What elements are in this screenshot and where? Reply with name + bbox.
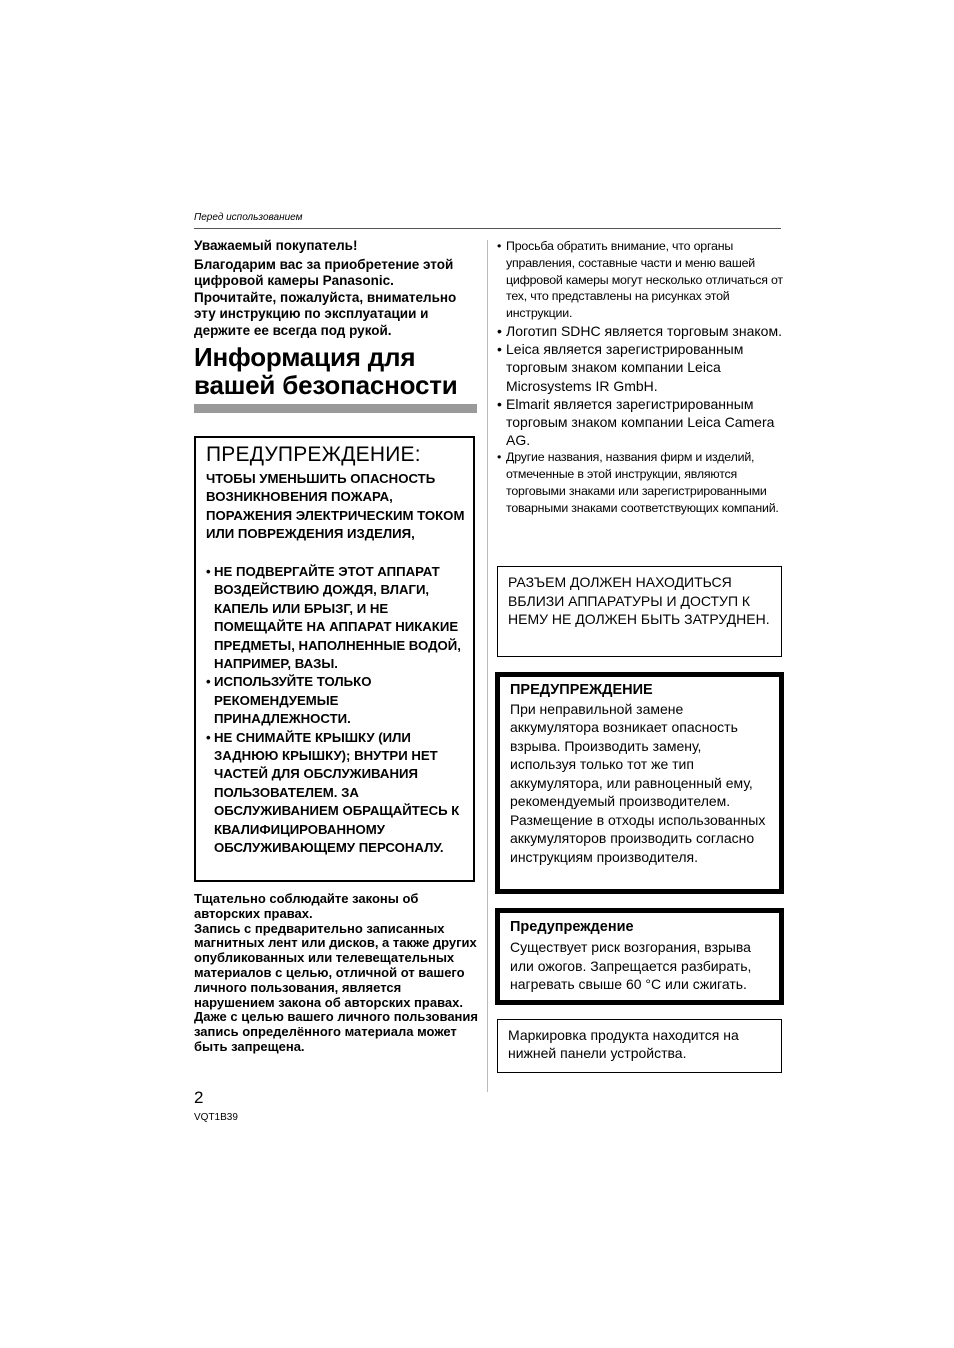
safety-warning-item: • НЕ СНИМАЙТЕ КРЫШКУ (ИЛИ ЗАДНЮЮ КРЫШКУ); ВНУТРИ НЕТ ЧАСТЕЙ ДЛЯ ОБСЛУЖИВАНИЯ ПОЛЬЗОВАТЕЛЕМ. ЗА ОБСЛУЖИВАНИЕМ ОБРАЩАЙТЕСЬ К КВАЛИФИЦИРОВАННОМУ ОБСЛУЖИВАЮЩЕМУ ПЕРСОНАЛУ. [206, 729, 471, 858]
note-item: • Elmarit является зарегистрированным торговым знаком компании Leica Camera AG. [497, 395, 787, 450]
copyright-details: Запись с предварительно записанных магнитных лент или дисков, а также других опубликованных или телевещательных материалов с целью, отличной от вашего личного пользования, является нарушением закона об авторских правах. Даже с целью вашего личного пользования запись определённого материала может быть запрещена. [194, 920, 478, 1054]
safety-heading-line-1: Информация для [194, 342, 416, 372]
safety-warning-title: ПРЕДУПРЕЖДЕНИЕ: [206, 443, 421, 466]
model-code: VQT1B39 [194, 1112, 238, 1123]
marking-notice-text: Маркировка продукта находится на нижней панели устройства. [508, 1027, 739, 1061]
section-label: Перед использованием [194, 212, 303, 223]
fire-warning-title: Предупреждение [510, 919, 634, 935]
greeting-body: Благодарим вас за приобретение этой цифровой камеры Panasonic. Прочитайте, пожалуйста, внимательно эту инструкцию по эксплуатации и держите ее всегда под рукой. [194, 256, 457, 338]
safety-warning-item: • НЕ ПОДВЕРГАЙТЕ ЭТОТ АППАРАТ ВОЗДЕЙСТВИЮ ДОЖДЯ, ВЛАГИ, КАПЕЛЬ ИЛИ БРЫЗГ, И НЕ ПОМЕЩАЙТЕ НА АППАРАТ НИКАКИЕ ПРЕДМЕТЫ, НАПОЛНЕННЫЕ ВОДОЙ, НАПРИМЕР, ВАЗЫ. [206, 563, 471, 673]
plug-notice-box [497, 566, 782, 657]
battery-warning-text: При неправильной замене аккумулятора возникает опасность взрыва. Производить замену, используя только тот же тип аккумулятора, или равноценный ему, рекомендуемый производителем. Размещение в отходы использованных аккумуляторов производить согласно инструкциям производителя. [510, 700, 766, 865]
safety-heading [194, 343, 484, 399]
note-item: • Leica является зарегистрированным торговым знаком компании Leica Microsystems IR GmbH. [497, 340, 787, 395]
marking-notice-box [497, 1019, 782, 1073]
column-divider [487, 240, 488, 1092]
notes-list [497, 238, 787, 517]
safety-heading-line-2: вашей безопасности [194, 370, 458, 400]
greeting-title: Уважаемый покупатель! [194, 238, 358, 253]
safety-warning-item: • ИСПОЛЬЗУЙТЕ ТОЛЬКО РЕКОМЕНДУЕМЫЕ ПРИНАДЛЕЖНОСТИ. [206, 673, 471, 728]
fire-warning-text: Существует риск возгорания, взрыва или ожогов. Запрещается разбирать, нагревать свыше 60 °C или сжигать. [510, 939, 752, 992]
battery-warning-title: ПРЕДУПРЕЖДЕНИЕ [510, 682, 653, 698]
heading-underline-bar [194, 404, 477, 413]
copyright-notice [194, 892, 479, 1055]
note-item: • Другие названия, названия фирм и изделий, отмеченные в этой инструкции, являются торговыми знаками или зарегистрированными товарными знаками соответствующих компаний. [497, 449, 787, 516]
safety-warning-list [206, 563, 471, 858]
fire-warning-box [495, 908, 784, 1005]
page-number: 2 [194, 1088, 204, 1107]
plug-notice-text: РАЗЪЕМ ДОЛЖЕН НАХОДИТЬСЯ ВБЛИЗИ АППАРАТУРЫ И ДОСТУП К НЕМУ НЕ ДОЛЖЕН БЫТЬ ЗАТРУДНЕН. [508, 574, 770, 627]
greeting-block [194, 238, 479, 339]
battery-warning-box [495, 672, 784, 894]
note-item: • Логотип SDHC является торговым знаком. [497, 322, 787, 340]
safety-warning-intro: ЧТОБЫ УМЕНЬШИТЬ ОПАСНОСТЬ ВОЗНИКНОВЕНИЯ ПОЖАРА, ПОРАЖЕНИЯ ЭЛЕКТРИЧЕСКИМ ТОКОМ ИЛИ ПОВРЕЖДЕНИЯ ИЗДЕЛИЯ, [206, 471, 465, 542]
note-item: • Просьба обратить внимание, что органы управления, составные части и меню вашей цифровой камеры могут несколько отличаться от тех, что представлены на рисунках этой инструкции. [497, 238, 787, 322]
header-rule [194, 228, 781, 229]
copyright-title: Тщательно соблюдайте законы об авторских правах. [194, 891, 419, 921]
safety-warning-box [194, 436, 475, 882]
